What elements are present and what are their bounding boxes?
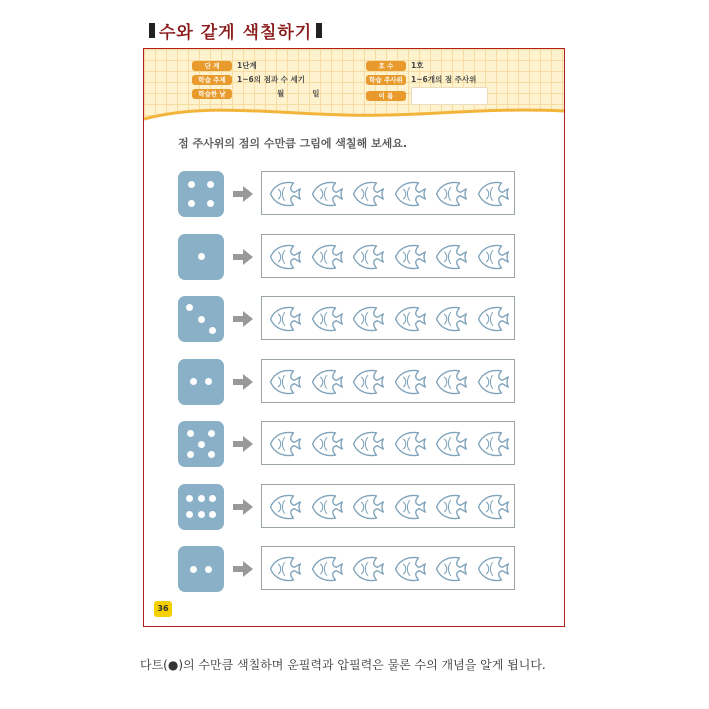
exercise-row [178,421,518,467]
fish-outline-icon[interactable] [351,242,385,272]
die-pip [186,495,193,502]
die-pip [190,566,197,573]
fish-outline-icon[interactable] [476,304,510,334]
field-date-month: 월 [277,89,285,98]
fish-box [261,296,515,340]
fish-outline-icon[interactable] [476,429,510,459]
fish-outline-icon[interactable] [268,304,302,334]
title-text: 수와 같게 색칠하기 [159,22,313,43]
worksheet-title [145,18,326,42]
dot-die-1 [178,234,224,280]
fish-outline-icon[interactable] [351,304,385,334]
fish-outline-icon[interactable] [476,367,510,397]
fish-outline-icon[interactable] [351,179,385,209]
field-stage [192,60,257,71]
dot-die-3 [178,296,224,342]
name-input-box[interactable] [411,87,488,105]
fish-outline-icon[interactable] [310,304,344,334]
die-pip [188,181,195,188]
fish-outline-icon[interactable] [310,554,344,584]
fish-outline-icon[interactable] [393,492,427,522]
dot-die-5 [178,421,224,467]
fish-outline-icon[interactable] [393,304,427,334]
fish-box [261,359,515,403]
fish-outline-icon[interactable] [268,554,302,584]
arrow-right-icon [233,374,253,390]
header-wave-divider [144,103,564,133]
die-pip [205,566,212,573]
die-pip [186,304,193,311]
die-pip [188,200,195,207]
field-topic [192,74,305,85]
field-stage-label: 단 계 [192,61,232,71]
fish-box [261,484,515,528]
die-pip [187,430,194,437]
fish-box [261,421,515,465]
field-dice [366,74,476,85]
die-pip [207,181,214,188]
fish-outline-icon[interactable] [434,492,468,522]
fish-box [261,171,515,215]
die-pip [187,451,194,458]
exercise-row [178,484,518,530]
arrow-right-icon [233,436,253,452]
die-pip [186,511,193,518]
exercise-row [178,359,518,405]
fish-outline-icon[interactable] [434,429,468,459]
die-pip [198,253,205,260]
fish-box [261,546,515,590]
field-date-day: 일 [312,89,320,98]
caption-text: 다트(●)의 수만큼 색칠하며 운필력과 압필력은 물론 수의 개념을 알게 됩니다. [140,658,546,672]
fish-outline-icon[interactable] [476,554,510,584]
arrow-right-icon [233,561,253,577]
die-pip [205,378,212,385]
fish-outline-icon[interactable] [268,179,302,209]
dot-die-2 [178,546,224,592]
field-date-label: 학습한 날 [192,89,232,99]
fish-outline-icon[interactable] [310,179,344,209]
fish-outline-icon[interactable] [393,554,427,584]
title-right-bar [316,23,322,38]
die-pip [198,495,205,502]
field-date [192,88,320,99]
field-name [366,90,488,101]
exercise-row [178,296,518,342]
fish-outline-icon[interactable] [310,242,344,272]
dot-die-6 [178,484,224,530]
fish-outline-icon[interactable] [351,492,385,522]
field-name-label: 이 름 [366,91,406,101]
field-dice-label: 학습 주사위 [366,75,406,85]
fish-outline-icon[interactable] [434,304,468,334]
die-pip [209,327,216,334]
fish-outline-icon[interactable] [476,492,510,522]
fish-outline-icon[interactable] [351,367,385,397]
field-stage-value: 1단계 [237,61,257,70]
fish-outline-icon[interactable] [310,429,344,459]
fish-outline-icon[interactable] [351,554,385,584]
die-pip [207,200,214,207]
fish-outline-icon[interactable] [434,179,468,209]
page-number-badge: 36 [154,601,172,617]
die-pip [198,511,205,518]
fish-outline-icon[interactable] [476,242,510,272]
arrow-right-icon [233,499,253,515]
fish-outline-icon[interactable] [434,242,468,272]
fish-outline-icon[interactable] [268,367,302,397]
field-topic-label: 학습 주제 [192,75,232,85]
fish-outline-icon[interactable] [393,242,427,272]
fish-outline-icon[interactable] [310,367,344,397]
die-pip [190,378,197,385]
instruction-text: 점 주사위의 점의 수만큼 그림에 색칠해 보세요. [178,137,408,150]
field-issue-label: 호 수 [366,61,406,71]
fish-outline-icon[interactable] [310,492,344,522]
dot-die-2 [178,359,224,405]
field-issue [366,60,423,71]
fish-outline-icon[interactable] [393,179,427,209]
die-pip [208,451,215,458]
die-pip [209,511,216,518]
arrow-right-icon [233,186,253,202]
field-topic-value: 1~6의 점과 수 세기 [237,75,306,84]
fish-outline-icon[interactable] [351,429,385,459]
die-pip [198,441,205,448]
fish-outline-icon[interactable] [268,242,302,272]
fish-outline-icon[interactable] [393,367,427,397]
fish-outline-icon[interactable] [268,429,302,459]
die-pip [209,495,216,502]
exercise-row [178,546,518,592]
die-pip [198,316,205,323]
field-issue-value: 1호 [411,61,424,70]
arrow-right-icon [233,249,253,265]
die-pip [208,430,215,437]
fish-outline-icon[interactable] [393,429,427,459]
fish-outline-icon[interactable] [476,179,510,209]
exercise-row [178,234,518,280]
dot-die-4 [178,171,224,217]
worksheet-page [143,48,565,627]
fish-outline-icon[interactable] [434,367,468,397]
exercise-row [178,171,518,217]
title-left-bar [149,23,155,38]
fish-outline-icon[interactable] [434,554,468,584]
fish-outline-icon[interactable] [268,492,302,522]
field-dice-value: 1~6개의 점 주사위 [411,75,477,84]
fish-box [261,234,515,278]
arrow-right-icon [233,311,253,327]
